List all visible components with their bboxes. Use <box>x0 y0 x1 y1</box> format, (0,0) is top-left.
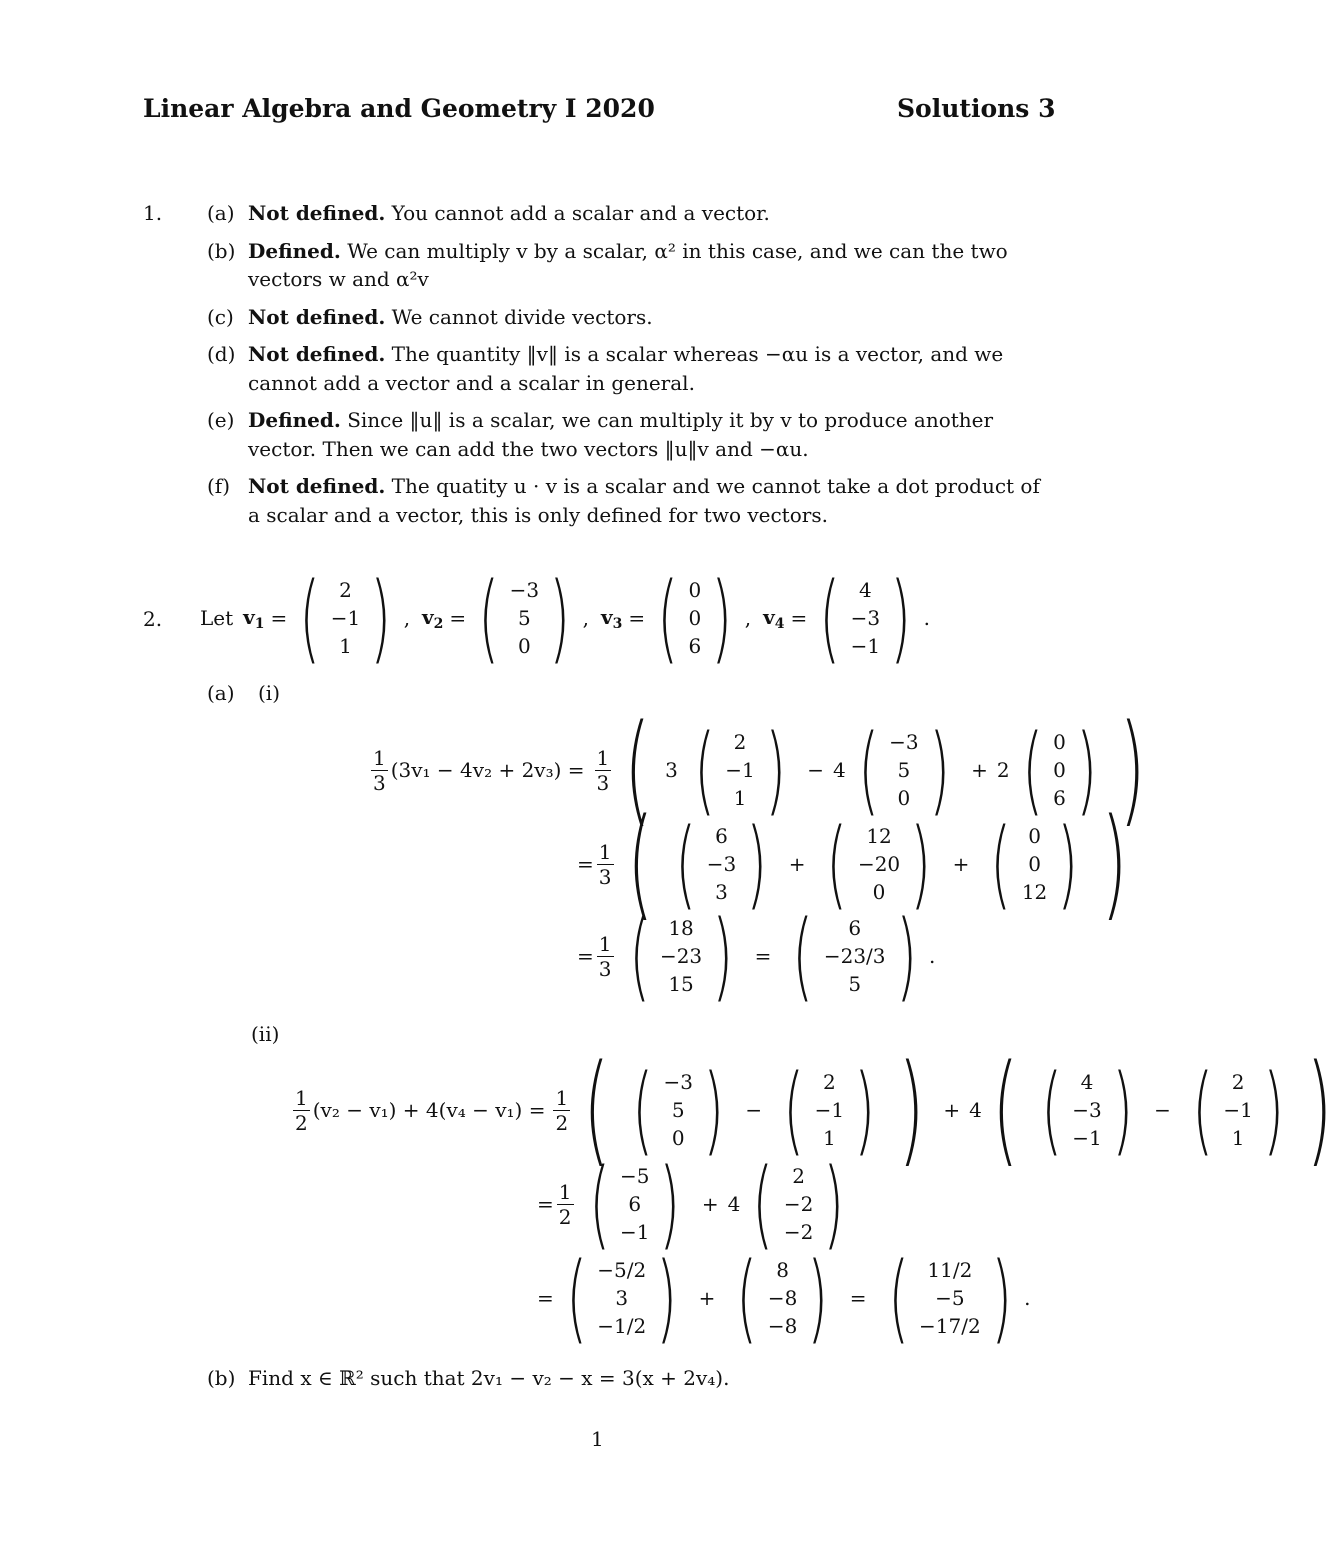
part-ii-line-1: $\frac{1}{2}$ (v₂ − v₁) + 4(v₄ − v₁) = $\frac{1}{2}$ ( ( −3 5 0 ) − ( 2 −1 1 ) ) + 4 ( ( 4 −3 −1 ) − ( 2 −1 1 ) ) <box>295 1040 1333 1179</box>
vector-definitions: Let $v_1$ = ( 2 −1 1 ) , $v_2$ = ( −3 5 0 ) , $v_3$ = ( 0 0 6 ) , $v_4$ = ( 4 −3 −1 ) . <box>200 562 930 674</box>
part-ii-line-2: = $\frac{1}{2}$ ( −5 6 −1 ) + 4 ( 2 −2 −2 ) <box>537 1148 845 1260</box>
part-a-label: (a) <box>207 681 235 705</box>
solutions-label: Solutions 3 <box>897 94 1056 123</box>
part-i-label: (i) <box>258 681 281 705</box>
vector-v3: ( 0 0 6 ) <box>657 562 733 674</box>
part-ii-label: (ii) <box>251 1022 280 1046</box>
vector-v4: ( 4 −3 −1 ) <box>819 562 912 674</box>
page-number: 1 <box>591 1427 604 1451</box>
part-ii-line-3: = ( −5/2 3 −1/2 ) + ( 8 −8 −8 ) = ( 11/2 −5 −17/2 ) . <box>537 1242 1031 1354</box>
part-b-label: (b) <box>207 1366 236 1390</box>
vector-v2: ( −3 5 0 ) <box>478 562 571 674</box>
question-1-number: 1. <box>143 201 163 225</box>
part-b-text: Find x ∈ ℝ² such that 2v₁ − v₂ − x = 3(x + 2v₄). <box>248 1366 730 1390</box>
vector-v1: ( 2 −1 1 ) <box>299 562 392 674</box>
question-2-number: 2. <box>143 607 163 631</box>
part-i-line-3: = $\frac{1}{3}$ ( 18 −23 15 ) = ( 6 −23/3 5 ) . <box>577 900 936 1012</box>
part-i-line-1: $\frac{1}{3}$ (3v₁ − 4v₂ + 2v₃) = $\frac{1}{3}$ ( 3 ( 2 −1 1 ) − 4 ( −3 5 0 ) + 2 ( 0 0 6 ) ) <box>373 700 1146 839</box>
document-title: Linear Algebra and Geometry I 2020 <box>143 94 655 123</box>
part-i-line-2: = $\frac{1}{3}$ ( ( 6 −3 3 ) + ( 12 −20 0 ) + ( 0 0 12 ) ) <box>577 794 1128 933</box>
